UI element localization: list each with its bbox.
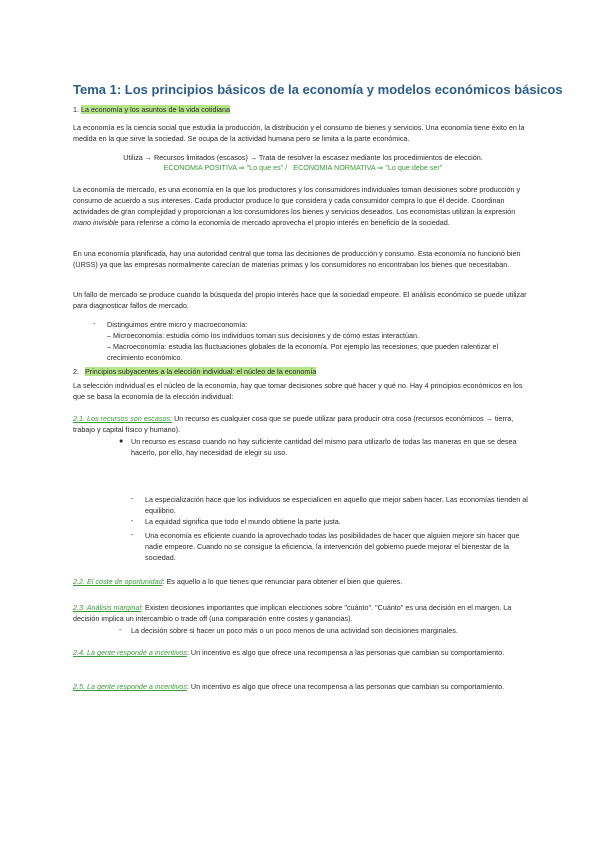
paragraph-market-failure: Un fallo de mercado se produce cuando la búsqueda del propio interés hace que la sociedad empeore. El análisis económico se puede utilizar para diagnosticar fallos de mercado. <box>73 290 527 310</box>
subsection-label: 2.4. La gente responde a incentivos <box>73 648 187 657</box>
subsection-label: 2.2. El coste de oportunidad <box>73 577 163 586</box>
paragraph-definition: La economía es la ciencia social que estudia la producción, la distribución y el consumo de bienes y servicios. Una economía tiene éxito en la medida en la que sirve la sociedad. Se ocupa de la actividad humana pero se limita a la parte económica. <box>73 123 525 143</box>
marginal-decisions: La decisión sobre si hacer un poco más o un poco menos de una actividad son decisiones marginales. <box>131 626 458 635</box>
subsection-text: : Un incentivo es algo que ofrece una recompensa a las personas que cambian su comportamiento. <box>186 648 505 657</box>
micro-item: – Microeconomía: estudia cómo los individuos toman sus decisiones y de cómo estas interactúan. <box>107 331 420 340</box>
page-title: Tema 1: Los principios básicos de la economía y modelos económicos básicos <box>73 82 563 97</box>
section-title: Principios subyacentes a la elección individual: el núcleo de la economía <box>85 367 317 376</box>
list-dash: - <box>93 319 96 328</box>
list-head: Distinguimos entre micro y macroeconomía: <box>107 320 248 329</box>
subsection-2-1 <box>73 413 533 435</box>
dash-icon: - <box>119 625 122 634</box>
subsection-2-3 <box>73 602 533 624</box>
dash-item-equity: La equidad significa que todo el mundo obtiene la parte justa. <box>145 517 341 526</box>
subsection-label: 2.1. Los recursos son escasos: <box>73 414 173 423</box>
macro-item: – Macroeconomía: estudia las fluctuaciones globales de la economía. Por ejemplo las recesiones, que pueden ralentizar el crecimiento económico. <box>107 342 499 362</box>
subsection-2-5 <box>73 681 533 692</box>
dash-item-efficiency: Una economía es eficiente cuando la aprovechado todas las posibilidades de hacer que alguien mejore sin hacer que nadie empeore. Cuando no se consigue la eficiencia, la intervención del gobierno puede mejorar el bienestar de la sociedad. <box>145 531 520 562</box>
section-1-heading <box>73 104 533 115</box>
invisible-hand: mano invisible <box>73 218 119 227</box>
micro-macro-list <box>107 319 533 363</box>
utiliza-line: Utiliza → Recursos limitados (escasos) → Trata de resolver la escasez mediante los procedimientos de elección. <box>123 153 483 162</box>
dash-item-specialization: La especialización hace que los individuos se especialicen en aquello que mejor saben hacer. Las economías tienden al equilibrio. <box>145 495 528 515</box>
paragraph-market-economy <box>73 184 533 228</box>
section-2-heading <box>73 366 533 377</box>
market-text-b: para referirse a cómo la economía de mercado aprovecha el propio interés en beneficio de la sociedad. <box>120 218 450 227</box>
section-title: La economía y los asuntos de la vida cotidiana <box>81 105 231 114</box>
subsection-text: : Es aquello a lo que tienes que renunciar para obtener el bien que quieres. <box>162 577 403 586</box>
subsection-text: : Existen decisiones importantes que implican elecciones sobre "cuánto". "Cuánto" es una decisión en el margen. La decisión implica un intercambio o trade off (una comparación entre costes y ganancias). <box>73 603 512 623</box>
subsection-label: 2.3. Análisis marginal <box>73 603 142 612</box>
positive-normative-line <box>73 162 533 173</box>
subsection-text: : Un incentivo es algo que ofrece una recompensa a las personas que cambian su comportamiento. <box>186 682 505 691</box>
market-text-a: La economía de mercado, es una economía en la que los productores y los consumidores individuales toman decisiones sobre producción y consumo de acuerdo a sus intereses. Cada productor produce lo que considera y cada consumidor compra lo que él decide. Coordinan actividades de gran complejidad y proporcionan a los consumidores los bienes y servicios deseados. Los economistas utilizan la expresión <box>73 185 521 216</box>
subsection-text: Un recurso es cualquier cosa que se puede utilizar para producir otra cosa (recursos económicos → tierra, trabajo y capital físico y humano). <box>73 414 514 434</box>
dash-icon: - <box>131 494 134 503</box>
normative-economy: ECONOMIA NORMATIVA ⇒ "Lo que debe ser" <box>293 163 443 172</box>
section-number: 1. <box>73 105 79 114</box>
bullet-icon: ● <box>119 436 124 445</box>
paragraph-individual-choice: La selección individual es el núcleo de la economía, hay que tomar decisiones sobre qué hacer y qué no. Hay 4 principios económicos en los que se basa la economía de la elección individual: <box>73 381 523 401</box>
subsection-2-2 <box>73 576 533 587</box>
paragraph-planned-economy: En una economía planificada, hay una autoridad central que toma las decisiones de producción y consumo. Esta economía no funcionó bien (URSS) ya que las empresas normalmente carecían de materias primas y los consumidores no encontraban los bienes que necesitaban. <box>73 249 521 269</box>
dash-icon: - <box>131 530 134 539</box>
subsection-label: 2.5. La gente responde a incentivos <box>73 682 187 691</box>
scarce-resource-text: Un recurso es escaso cuando no hay suficiente cantidad del mismo para utilizarlo de todas las maneras en que se desea hacerlo, por ello, hay necesidad de elegir su uso. <box>131 437 517 457</box>
section-number: 2. <box>73 367 79 376</box>
subsection-2-4 <box>73 647 533 658</box>
positive-economy: ECONOMIA POSITIVA ⇒ "Lo que es" / <box>163 163 288 172</box>
dash-icon: - <box>131 516 134 525</box>
